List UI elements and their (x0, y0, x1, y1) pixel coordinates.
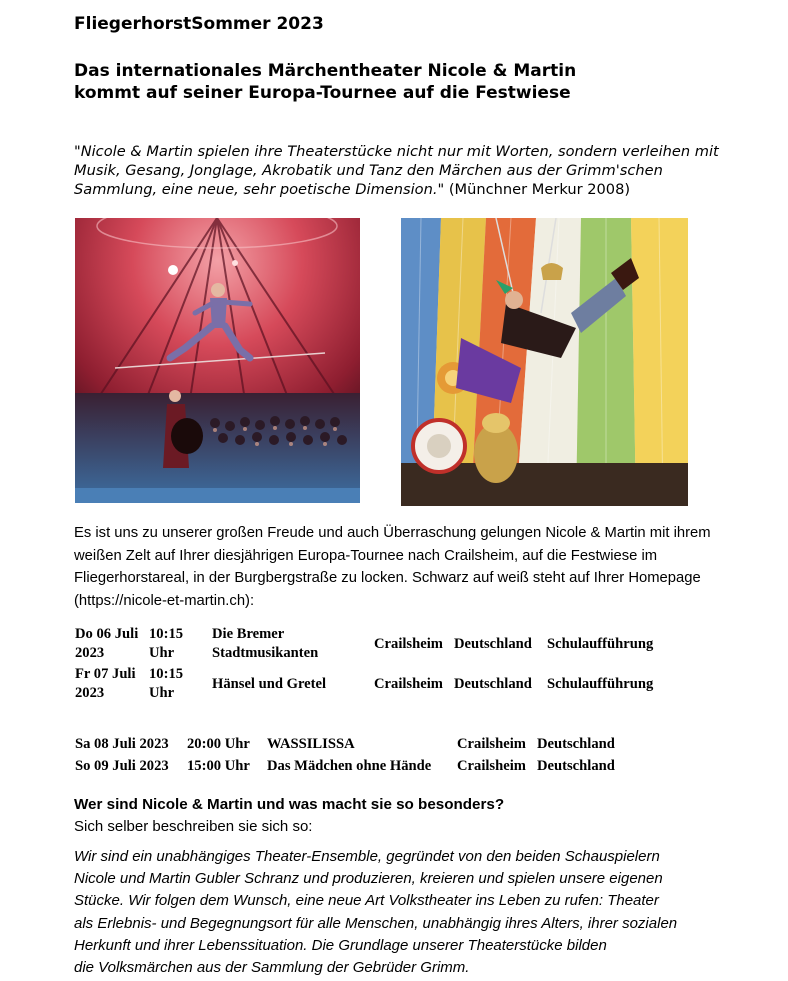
about-line: die Volksmärchen aus der Sammlung der Gebrüder Grimm. (74, 959, 470, 977)
about-heading: Wer sind Nicole & Martin und was macht sie so besonders? (74, 796, 505, 813)
press-quote-block (74, 142, 724, 199)
headline (74, 60, 576, 104)
about-line: als Erlebnis- und Begegnungsort für alle Menschen, unabhängig ihres Alters, ihrer sozialen (74, 914, 678, 932)
show-date: Sa 08 Juli 2023 (75, 736, 169, 752)
show-time: 20:00 Uhr (187, 736, 250, 752)
press-quote: "Nicole & Martin spielen ihre Theaterstücke nicht nur mit Worten, sondern verleihen mit Musik, Gesang, Jonglage, Akrobatik und Tanz den Märchen aus der Grimm'schen Sammlung, eine neue, sehr poetische Dimension." (74, 143, 719, 198)
show-title: Hänsel und Gretel (212, 676, 327, 692)
about-quote (74, 846, 677, 979)
show-date: Do 06 Juli 2023 (75, 626, 139, 661)
show-type: Schulaufführung (547, 676, 654, 692)
about-line: Herkunft und ihrer Lebenssituation. Die Grundlage unserer Theaterstücke bilden (74, 936, 607, 954)
school-shows-table (75, 625, 695, 705)
press-source: (Münchner Merkur 2008) (444, 181, 631, 198)
public-shows-table (75, 735, 695, 779)
show-country: Deutschland (537, 736, 615, 752)
show-title: WASSILISSA (267, 736, 355, 752)
show-time: 10:15 Uhr (149, 626, 184, 661)
show-date: So 09 Juli 2023 (75, 758, 169, 774)
headline-line: kommt auf seiner Europa-Tournee auf die Festwiese (74, 83, 571, 103)
show-title: Die Bremer Stadtmusikanten (212, 626, 319, 661)
show-time: 10:15 Uhr (149, 666, 184, 701)
about-line: Nicole und Martin Gubler Schranz und produzieren, kreieren und spielen unsere eigenen (74, 870, 663, 888)
photo-tightrope-tent (75, 218, 360, 503)
show-date: Fr 07 Juli 2023 (75, 666, 136, 701)
page-title: FliegerhorstSommer 2023 (74, 14, 324, 34)
show-place: Crailsheim (374, 636, 443, 652)
show-place: Crailsheim (457, 736, 526, 752)
show-title: Das Mädchen ohne Hände (267, 758, 432, 774)
show-country: Deutschland (454, 636, 532, 652)
headline-line: Das internationales Märchentheater Nicole & Martin (74, 61, 577, 81)
photo-musician-tent (401, 218, 688, 506)
intro-paragraph: Es ist uns zu unserer großen Freude und auch Überraschung gelungen Nicole & Martin mit ihrem weißen Zelt auf Ihrer diesjährigen Europa-Tournee nach Crailsheim, auf die Festwiese im Fliegerhorstareal, in der Burgbergstraße zu locken. Schwarz auf weiß steht auf Ihrer Homepage (https://nicole-et-martin.ch): (74, 525, 711, 609)
about-subheading: Sich selber beschreiben sie sich so: (74, 818, 313, 835)
show-country: Deutschland (454, 676, 532, 692)
show-time: 15:00 Uhr (187, 758, 250, 774)
show-type: Schulaufführung (547, 636, 654, 652)
show-country: Deutschland (537, 758, 615, 774)
about-line: Stücke. Wir folgen dem Wunsch, eine neue Art Volkstheater ins Leben zu rufen: Theater (74, 892, 659, 910)
about-line: Wir sind ein unabhängiges Theater-Ensemble, gegründet von den beiden Schauspielern (74, 848, 660, 865)
show-place: Crailsheim (374, 676, 443, 692)
show-place: Crailsheim (457, 758, 526, 774)
